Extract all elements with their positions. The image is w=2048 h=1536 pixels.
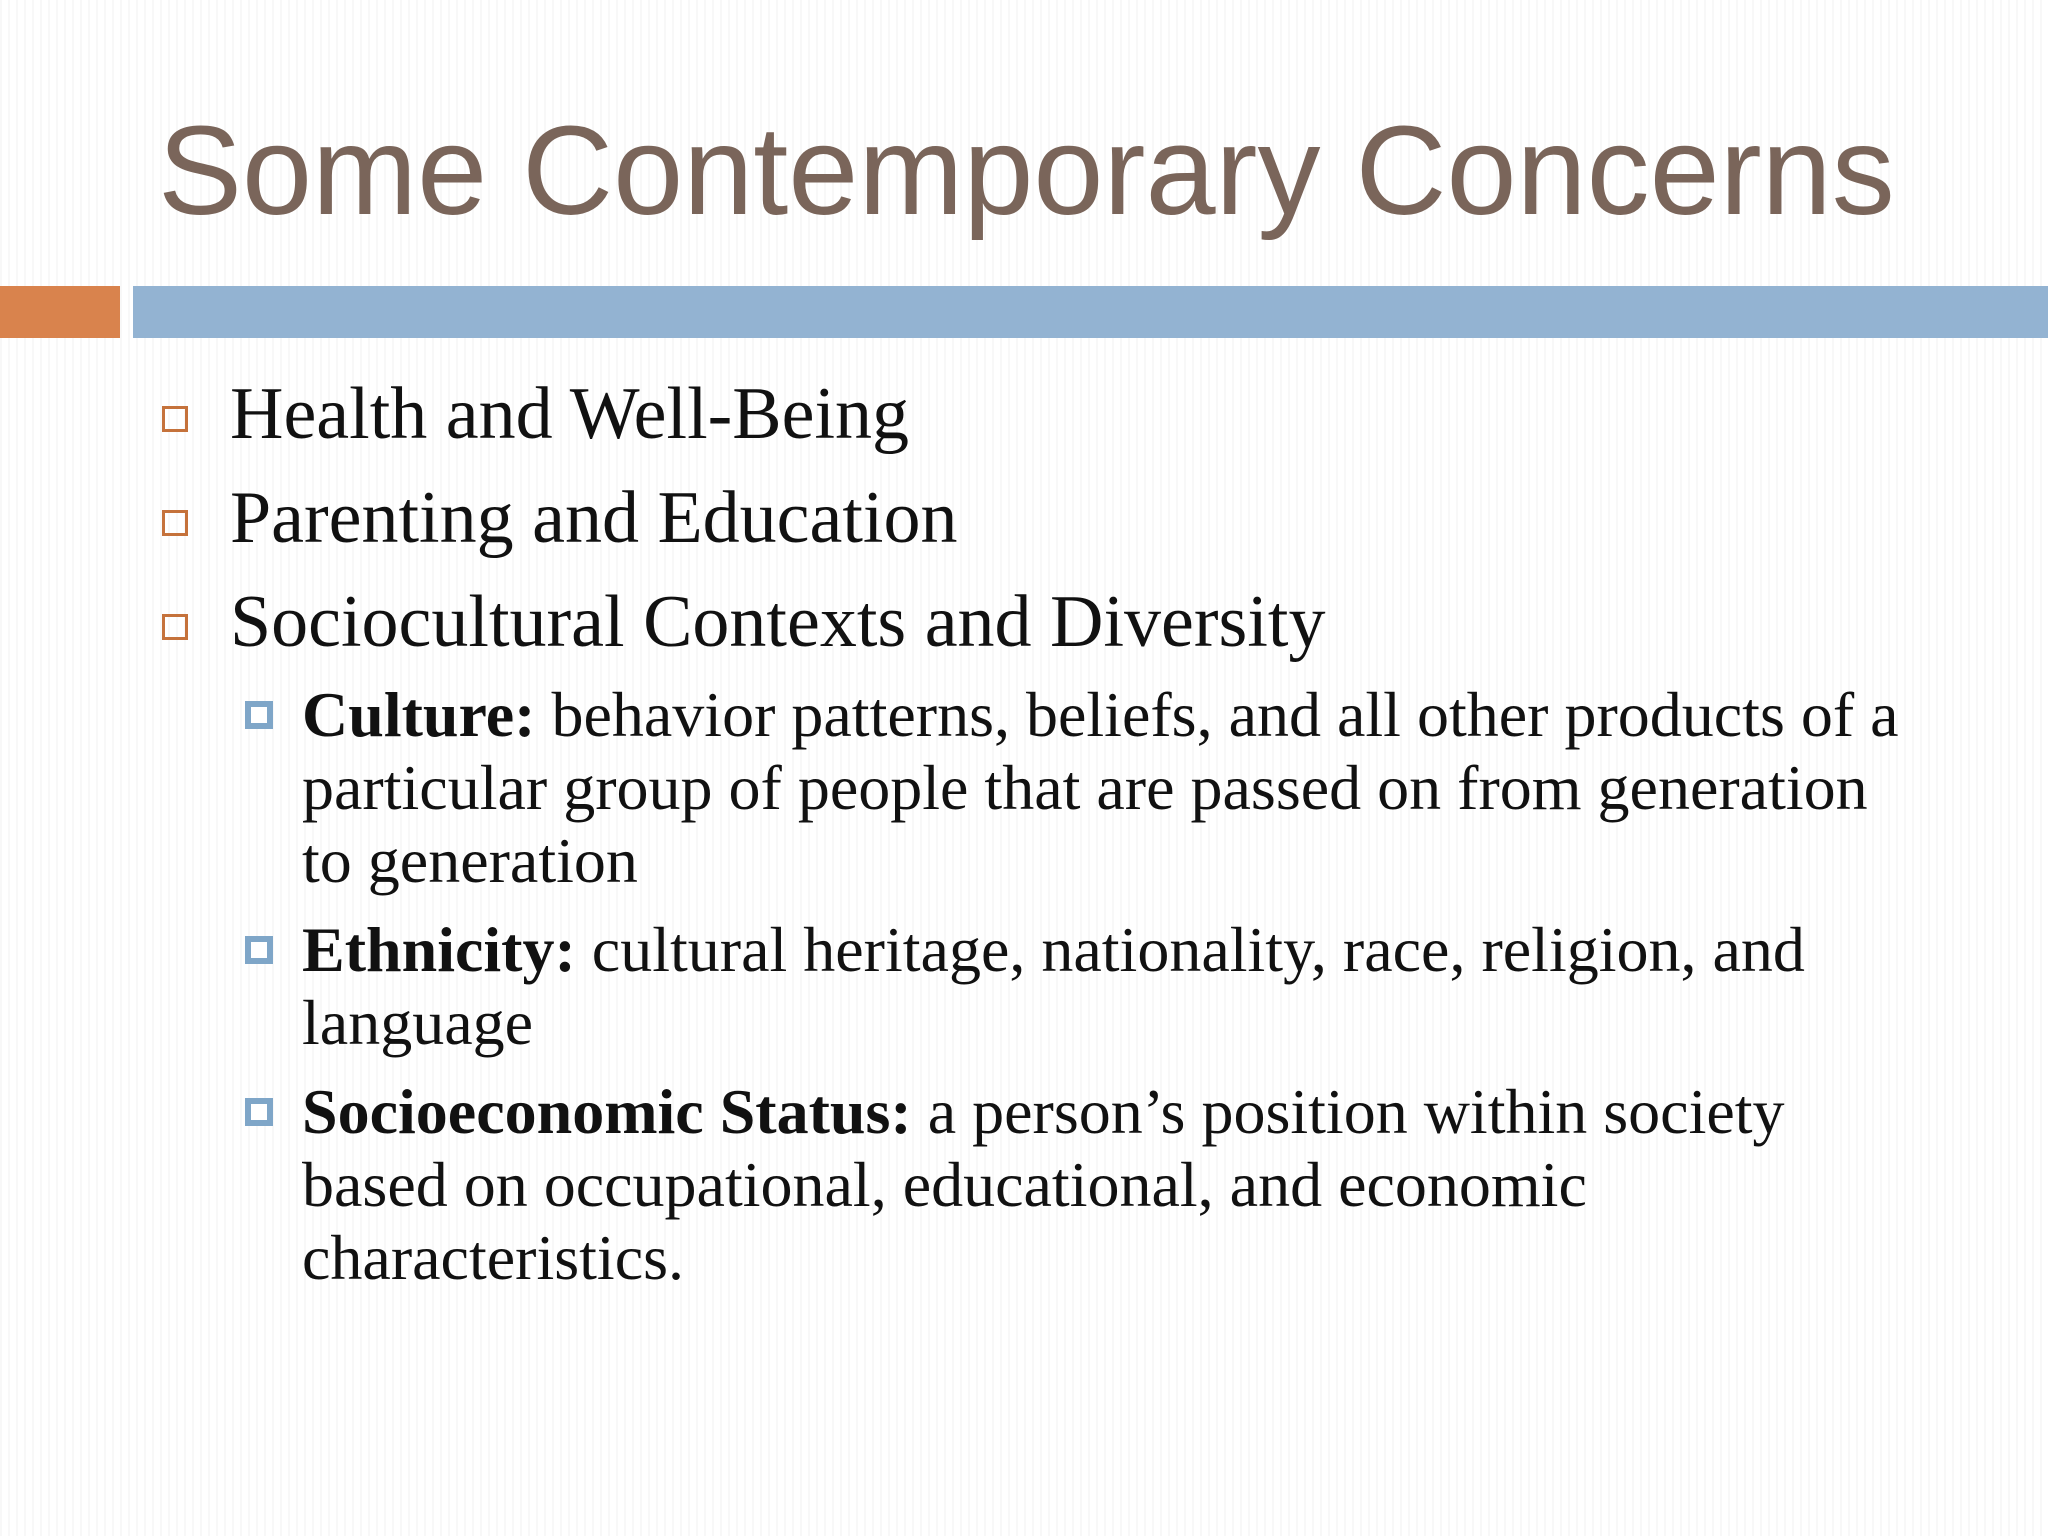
bullet-sociocultural (0, 570, 2048, 674)
filled-square-icon (245, 936, 273, 964)
bullet-health (0, 362, 2048, 466)
sub-bullet-culture (0, 678, 1922, 897)
hollow-square-icon (162, 510, 188, 536)
accent-bar-blue (133, 286, 2048, 338)
term-ethnicity: Ethnicity: (302, 914, 576, 985)
accent-bar-orange (0, 286, 120, 338)
bullet-parenting (0, 466, 2048, 570)
bullet-text: Sociocultural Contexts and Diversity (230, 581, 1326, 663)
definition-socioeconomic-status: a person’s position within society based on occupational, educational, and economic characteristics. (302, 1076, 1785, 1293)
slide-title: Some Contemporary Concerns (158, 100, 1895, 241)
hollow-square-icon (162, 406, 188, 432)
term-socioeconomic-status: Socioeconomic Status: (302, 1076, 912, 1147)
bullet-text: Parenting and Education (230, 477, 958, 559)
sub-bullet-socioeconomic (0, 1075, 1922, 1294)
term-culture: Culture: (302, 679, 536, 750)
slide-content (0, 362, 2048, 1310)
filled-square-icon (245, 1098, 273, 1126)
definition-culture: behavior patterns, beliefs, and all other products of a particular group of people that are passed on from generation to generation (302, 679, 1899, 896)
sub-bullet-list (0, 678, 2048, 1294)
filled-square-icon (245, 701, 273, 729)
hollow-square-icon (162, 614, 188, 640)
bullet-text: Health and Well-Being (230, 373, 910, 455)
sub-bullet-ethnicity (0, 913, 1922, 1059)
definition-ethnicity: cultural heritage, nationality, race, religion, and language (302, 914, 1805, 1058)
